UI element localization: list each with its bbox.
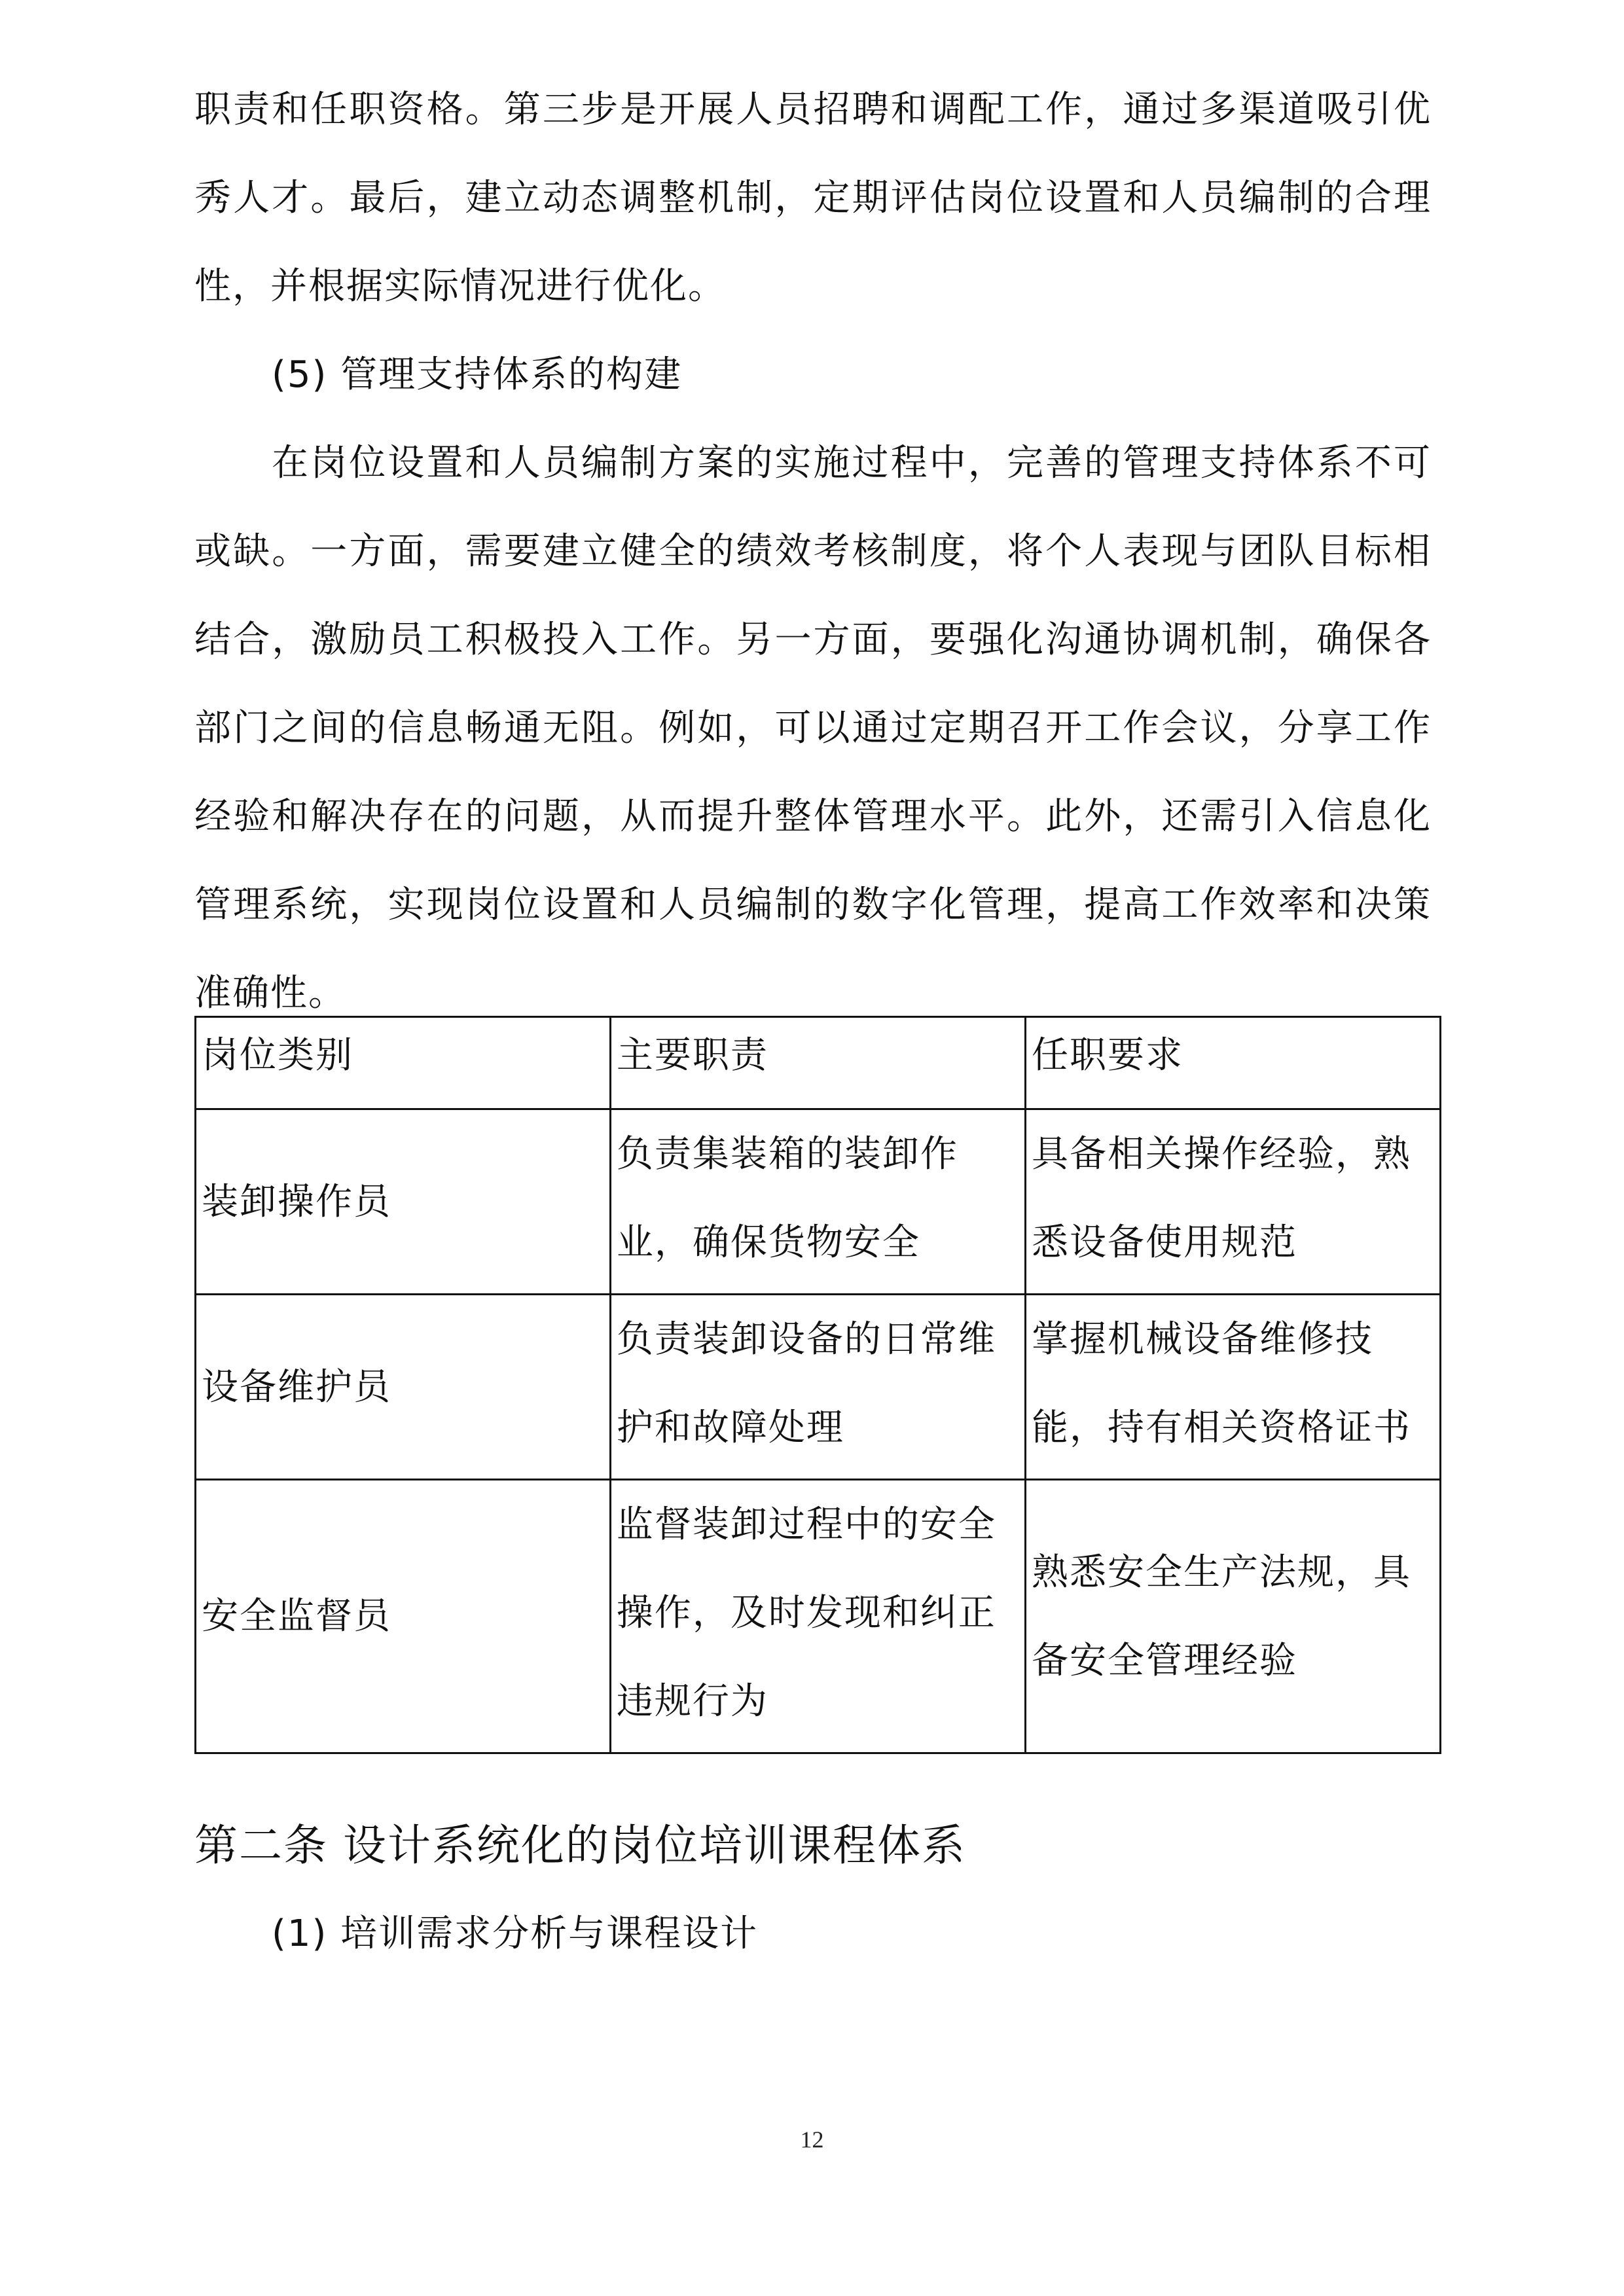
table-row (196, 1109, 1441, 1295)
table-header-row (196, 1017, 1441, 1109)
table-cell: 设备维护员 (196, 1295, 611, 1480)
table-cell: 监督装卸过程中的安全操作，及时发现和纠正违规行为 (610, 1480, 1025, 1753)
section-2 (194, 1801, 1432, 1978)
table-cell: 熟悉安全生产法规，具备安全管理经验 (1025, 1480, 1440, 1753)
table-cell: 负责集装箱的装卸作业，确保货物安全 (610, 1109, 1025, 1295)
table-cell: 具备相关操作经验，熟悉设备使用规范 (1025, 1109, 1440, 1295)
subsection-5-paragraph: 在岗位设置和人员编制方案的实施过程中，完善的管理支持体系不可或缺。一方面，需要建立健全的绩效考核制度，将个人表现与团队目标相结合，激励员工积极投入工作。另一方面，要强化沟通协调机制，确保各部门之间的信息畅通无阻。例如，可以通过定期召开工作会议，分享工作经验和解决存在的问题，从而提升整体管理水平。此外，还需引入信息化管理系统，实现岗位设置和人员编制的数字化管理，提高工作效率和决策准确性。 (194, 442, 1432, 1014)
table-header-cell: 岗位类别 (196, 1017, 611, 1109)
table-cell: 掌握机械设备维修技能，持有相关资格证书 (1025, 1295, 1440, 1480)
continuation-paragraph: 职责和任职资格。第三步是开展人员招聘和调配工作，通过多渠道吸引优秀人才。最后，建立动态调整机制，定期评估岗位设置和人员编制的合理性，并根据实际情况进行优化。 (194, 88, 1432, 308)
subsection-5-heading: (5) 管理支持体系的构建 (272, 353, 683, 396)
table-cell: 负责装卸设备的日常维护和故障处理 (610, 1295, 1025, 1480)
table-row (196, 1480, 1441, 1753)
section-2-heading: 第二条 设计系统化的岗位培训课程体系 (194, 1820, 966, 1871)
roles-table (194, 1016, 1441, 1754)
table-header-cell: 主要职责 (610, 1017, 1025, 1109)
continuation-block (194, 65, 1432, 331)
table-cell: 装卸操作员 (196, 1109, 611, 1295)
table-header-cell: 任职要求 (1025, 1017, 1440, 1109)
table-row (196, 1295, 1441, 1480)
section-2-subheading: (1) 培训需求分析与课程设计 (272, 1912, 759, 1955)
page-number: 12 (800, 2126, 824, 2153)
table-cell: 安全监督员 (196, 1480, 611, 1753)
subsection-5 (194, 331, 1432, 1037)
